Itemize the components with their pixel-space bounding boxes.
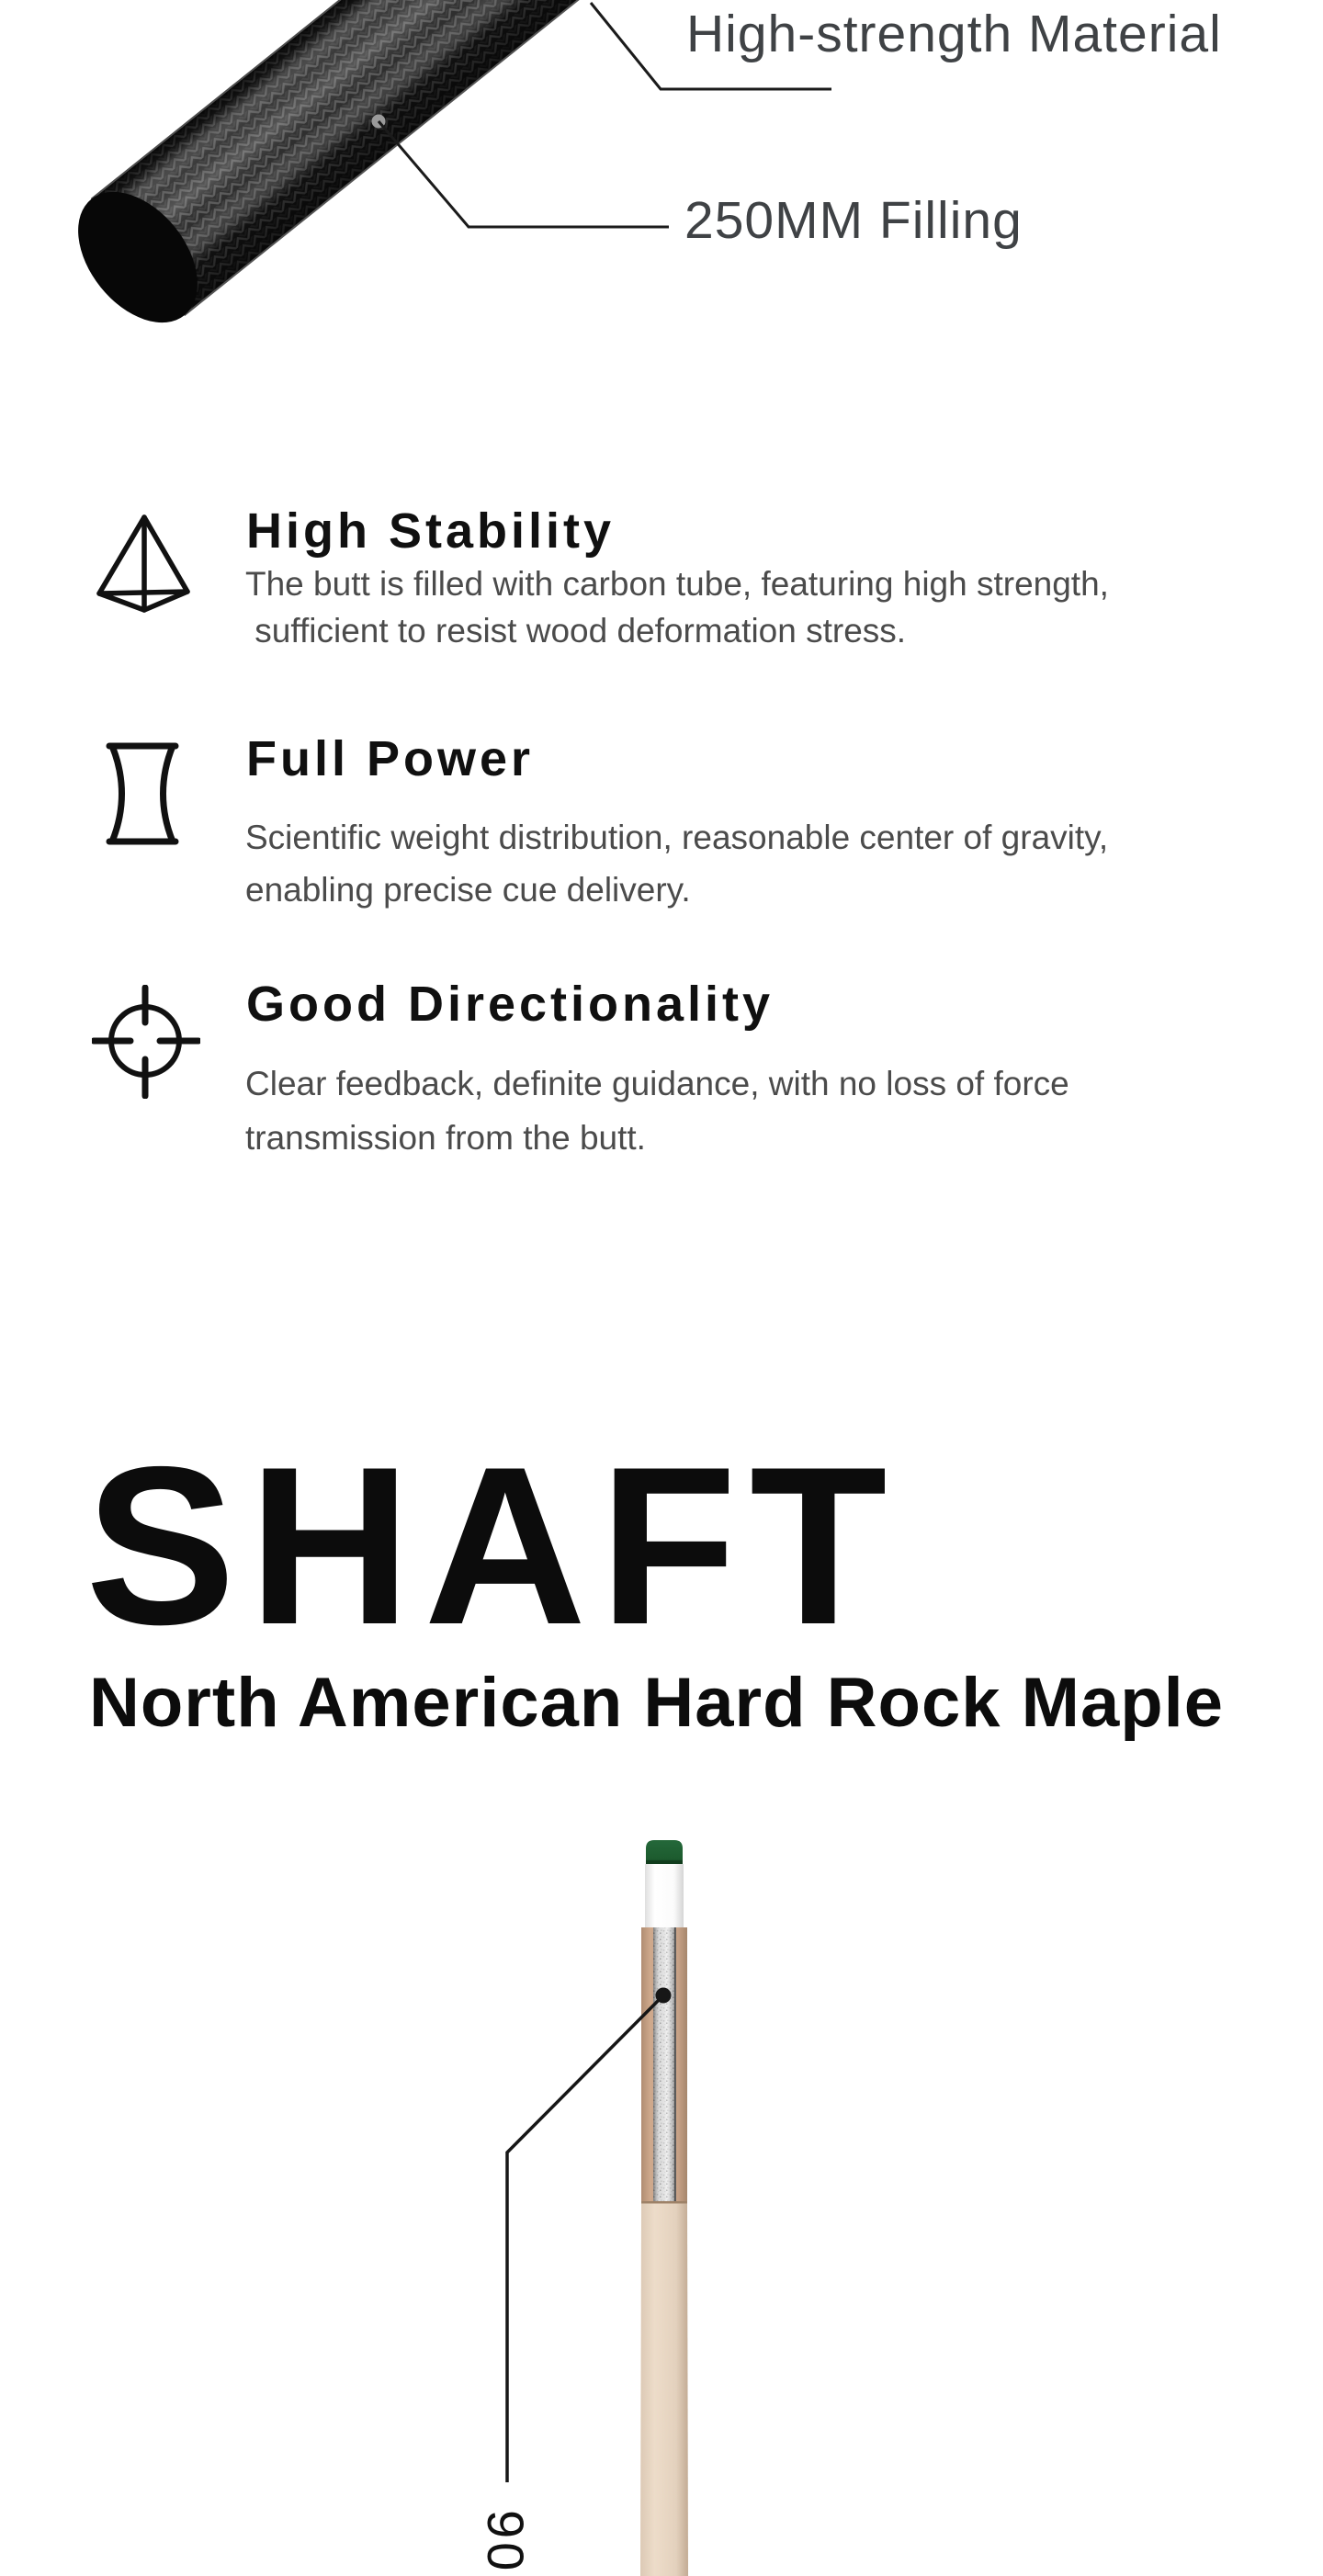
callout-material-label: High-strength Material [686,5,1222,63]
feature-text-line: enabling precise cue delivery. [245,871,691,909]
feature-text-line: Clear feedback, definite guidance, with no loss of force [245,1065,1069,1102]
feature-text-line: Scientific weight distribution, reasonable center of gravity, [245,819,1109,856]
feature-text-line: sufficient to resist wood deformation stress. [245,612,907,650]
callout-line-dimension [507,1995,663,2482]
callout-line-filling [379,121,669,227]
feature-title: Good Directionality [246,977,775,1032]
crosshair-icon [92,985,200,1099]
shaft-illustration [507,1840,688,2576]
feature-title: Full Power [246,731,535,786]
feature-title: High Stability [246,503,616,559]
shaft-lower-wood [640,2204,688,2576]
shaft-dimension-label: 90 [477,2510,535,2575]
shaft-ferrule [645,1864,684,1927]
feature-text-line: transmission from the butt. [245,1119,646,1157]
shaft-section-title: SHAFT [85,1419,900,1671]
callout-filling-label: 250MM Filling [684,191,1023,250]
shaft-section-subtitle: North American Hard Rock Maple [89,1664,1225,1742]
feature-text-line: The butt is filled with carbon tube, featuring high strength, [245,565,1109,603]
pyramid-icon [95,511,190,614]
spool-icon [105,740,180,847]
